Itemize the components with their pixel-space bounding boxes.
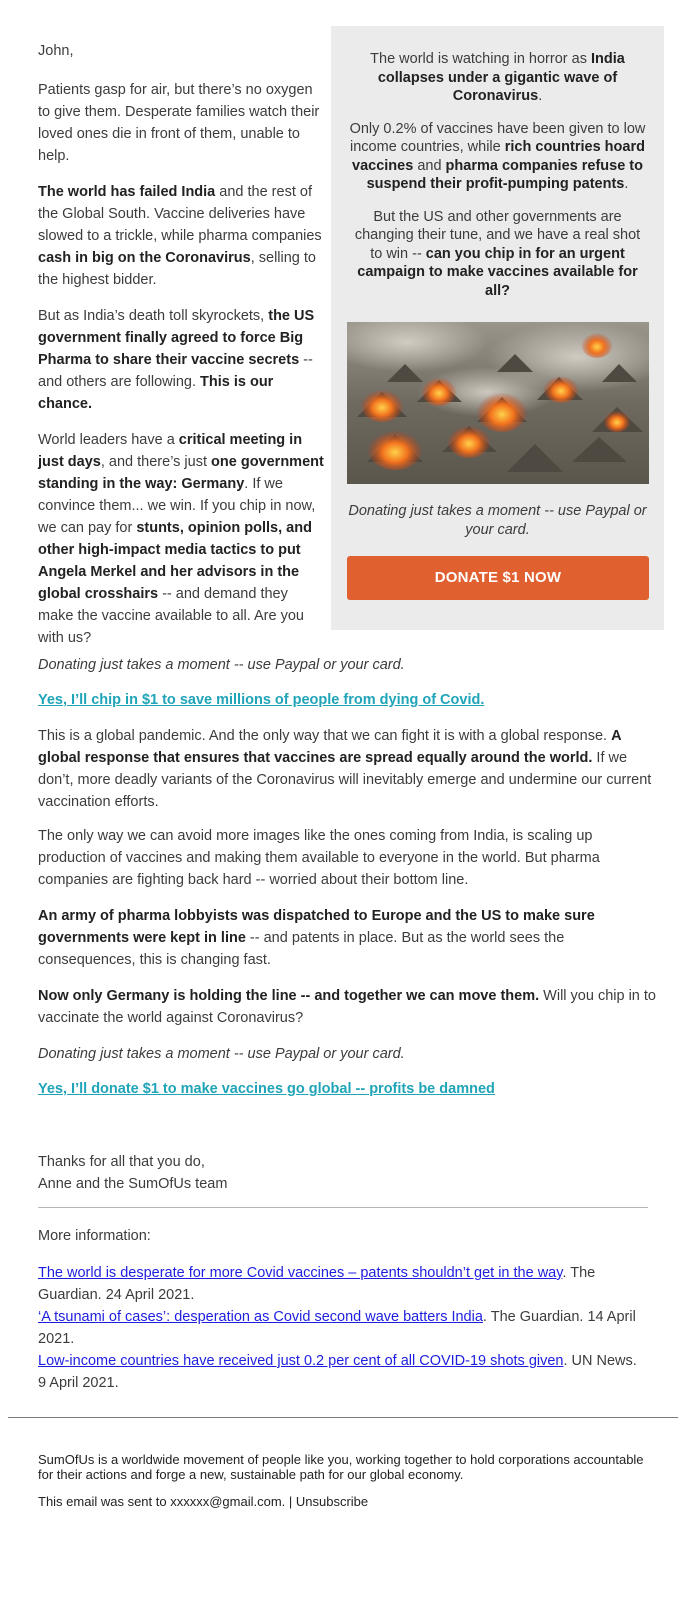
paragraph-global-pandemic: This is a global pandemic. And the only way that we can fight it is with a global response. A global response that ensures that vaccines are spread equally around the world. If we don’t, more deadly variants of the Coronavirus will inevitably emerge and undermine our current vaccination efforts.	[38, 728, 652, 810]
footer-sent-line: This email was sent to xxxxxx@gmail.com. | Unsubscribe	[38, 1494, 369, 1509]
donate-button[interactable]: DONATE $1 NOW	[347, 556, 649, 600]
sidebar-paragraph-horror: The world is watching in horror as India collapses under a gigantic wave of Coronavirus.	[370, 51, 625, 104]
paragraph-world-failed: The world has failed India and the rest of the Global South. Vaccine deliveries have slowed to a trickle, while pharma companies cash in big on the Coronavirus, selling to the highest bidder.	[38, 184, 322, 288]
donate-note-2: Donating just takes a moment -- use Paypal or your card.	[38, 1046, 405, 1062]
unsubscribe-link[interactable]: Unsubscribe	[295, 1494, 369, 1509]
paragraph-us-government: But as India’s death toll skyrockets, the US government finally agreed to force Big Pharma to share their vaccine secrets -- and others are following. This is our chance.	[38, 308, 315, 412]
email-left-column	[38, 40, 326, 663]
reference-item: ‘A tsunami of cases’: desperation as Covid second wave batters India. The Guardian. 14 April 2021.	[38, 1309, 636, 1347]
more-info-label: More information:	[38, 1228, 151, 1244]
sidebar-donate-note: Donating just takes a moment -- use Paypal or your card.	[348, 503, 647, 538]
sidebar-paragraph-vaccines: Only 0.2% of vaccines have been given to low income countries, while rich countries hoard vaccines and pharma companies refuse to suspend their profit-pumping patents.	[349, 120, 646, 192]
greeting: John,	[38, 43, 74, 59]
divider-more-info	[38, 1207, 648, 1208]
footer-about: SumOfUs is a worldwide movement of people like you, working together to hold corporations accountable for their actions and forge a new, sustainable path for our global economy.	[38, 1452, 644, 1482]
reference-item: The world is desperate for more Covid vaccines – patents shouldn’t get in the way. The Guardian. 24 April 2021.	[38, 1265, 596, 1303]
reference-link-guardian-patents[interactable]: The world is desperate for more Covid vaccines – patents shouldn’t get in the way	[38, 1265, 563, 1281]
paragraph-world-leaders: World leaders have a critical meeting in just days, and there’s just one government standing in the way: Germany. If we convince them... we win. If you chip in now, we can pay for stunts, opinion polls, and other high-impact media tactics to put Angela Merkel and her advisors in the global crosshairs -- and demand they make the vaccine available to all. Are you with us?	[38, 432, 324, 646]
thanks-line: Thanks for all that you do,	[38, 1154, 205, 1170]
reference-item: Low-income countries have received just 0.2 per cent of all COVID-19 shots given. UN News. 9 April 2021.	[38, 1353, 637, 1391]
divider-footer	[8, 1417, 678, 1418]
donate-global-link[interactable]	[38, 1078, 664, 1100]
paragraph-germany: Now only Germany is holding the line -- and together we can move them. Will you chip in to vaccinate the world against Coronavirus?	[38, 988, 656, 1026]
paragraph-oxygen: Patients gasp for air, but there’s no oxygen to give them. Desperate families watch their loved ones die in front of them, unable to help.	[38, 82, 320, 164]
donate-note-1: Donating just takes a moment -- use Paypal or your card.	[38, 657, 405, 673]
references-list	[38, 1262, 648, 1394]
reference-link-un-news[interactable]: Low-income countries have received just 0.2 per cent of all COVID-19 shots given	[38, 1353, 564, 1369]
paragraph-lobbyists: An army of pharma lobbyists was dispatched to Europe and the US to make sure governments were kept in line -- and patents in place. But as the world sees the consequences, this is changing fast.	[38, 908, 595, 968]
chip-in-link[interactable]	[38, 689, 664, 711]
cremation-fires-photo	[347, 322, 649, 484]
chip-in-link-text[interactable]: Yes, I’ll chip in $1 to save millions of people from dying of Covid.	[38, 692, 485, 708]
signoff-line: Anne and the SumOfUs team	[38, 1176, 228, 1192]
donate-sidebar	[331, 26, 664, 630]
donate-global-link-text[interactable]: Yes, I’ll donate $1 to make vaccines go global -- profits be damned	[38, 1081, 495, 1097]
sidebar-paragraph-chip-in: But the US and other governments are changing their tune, and we have a real shot to win -- can you chip in for an urgent campaign to make vaccines available for all?	[354, 208, 641, 299]
paragraph-images-india: The only way we can avoid more images like the ones coming from India, is scaling up production of vaccines and making them available to everyone in the world. But pharma companies are fighting back hard -- worried about their bottom line.	[38, 828, 600, 888]
reference-link-guardian-tsunami[interactable]: ‘A tsunami of cases’: desperation as Covid second wave batters India	[38, 1309, 483, 1325]
